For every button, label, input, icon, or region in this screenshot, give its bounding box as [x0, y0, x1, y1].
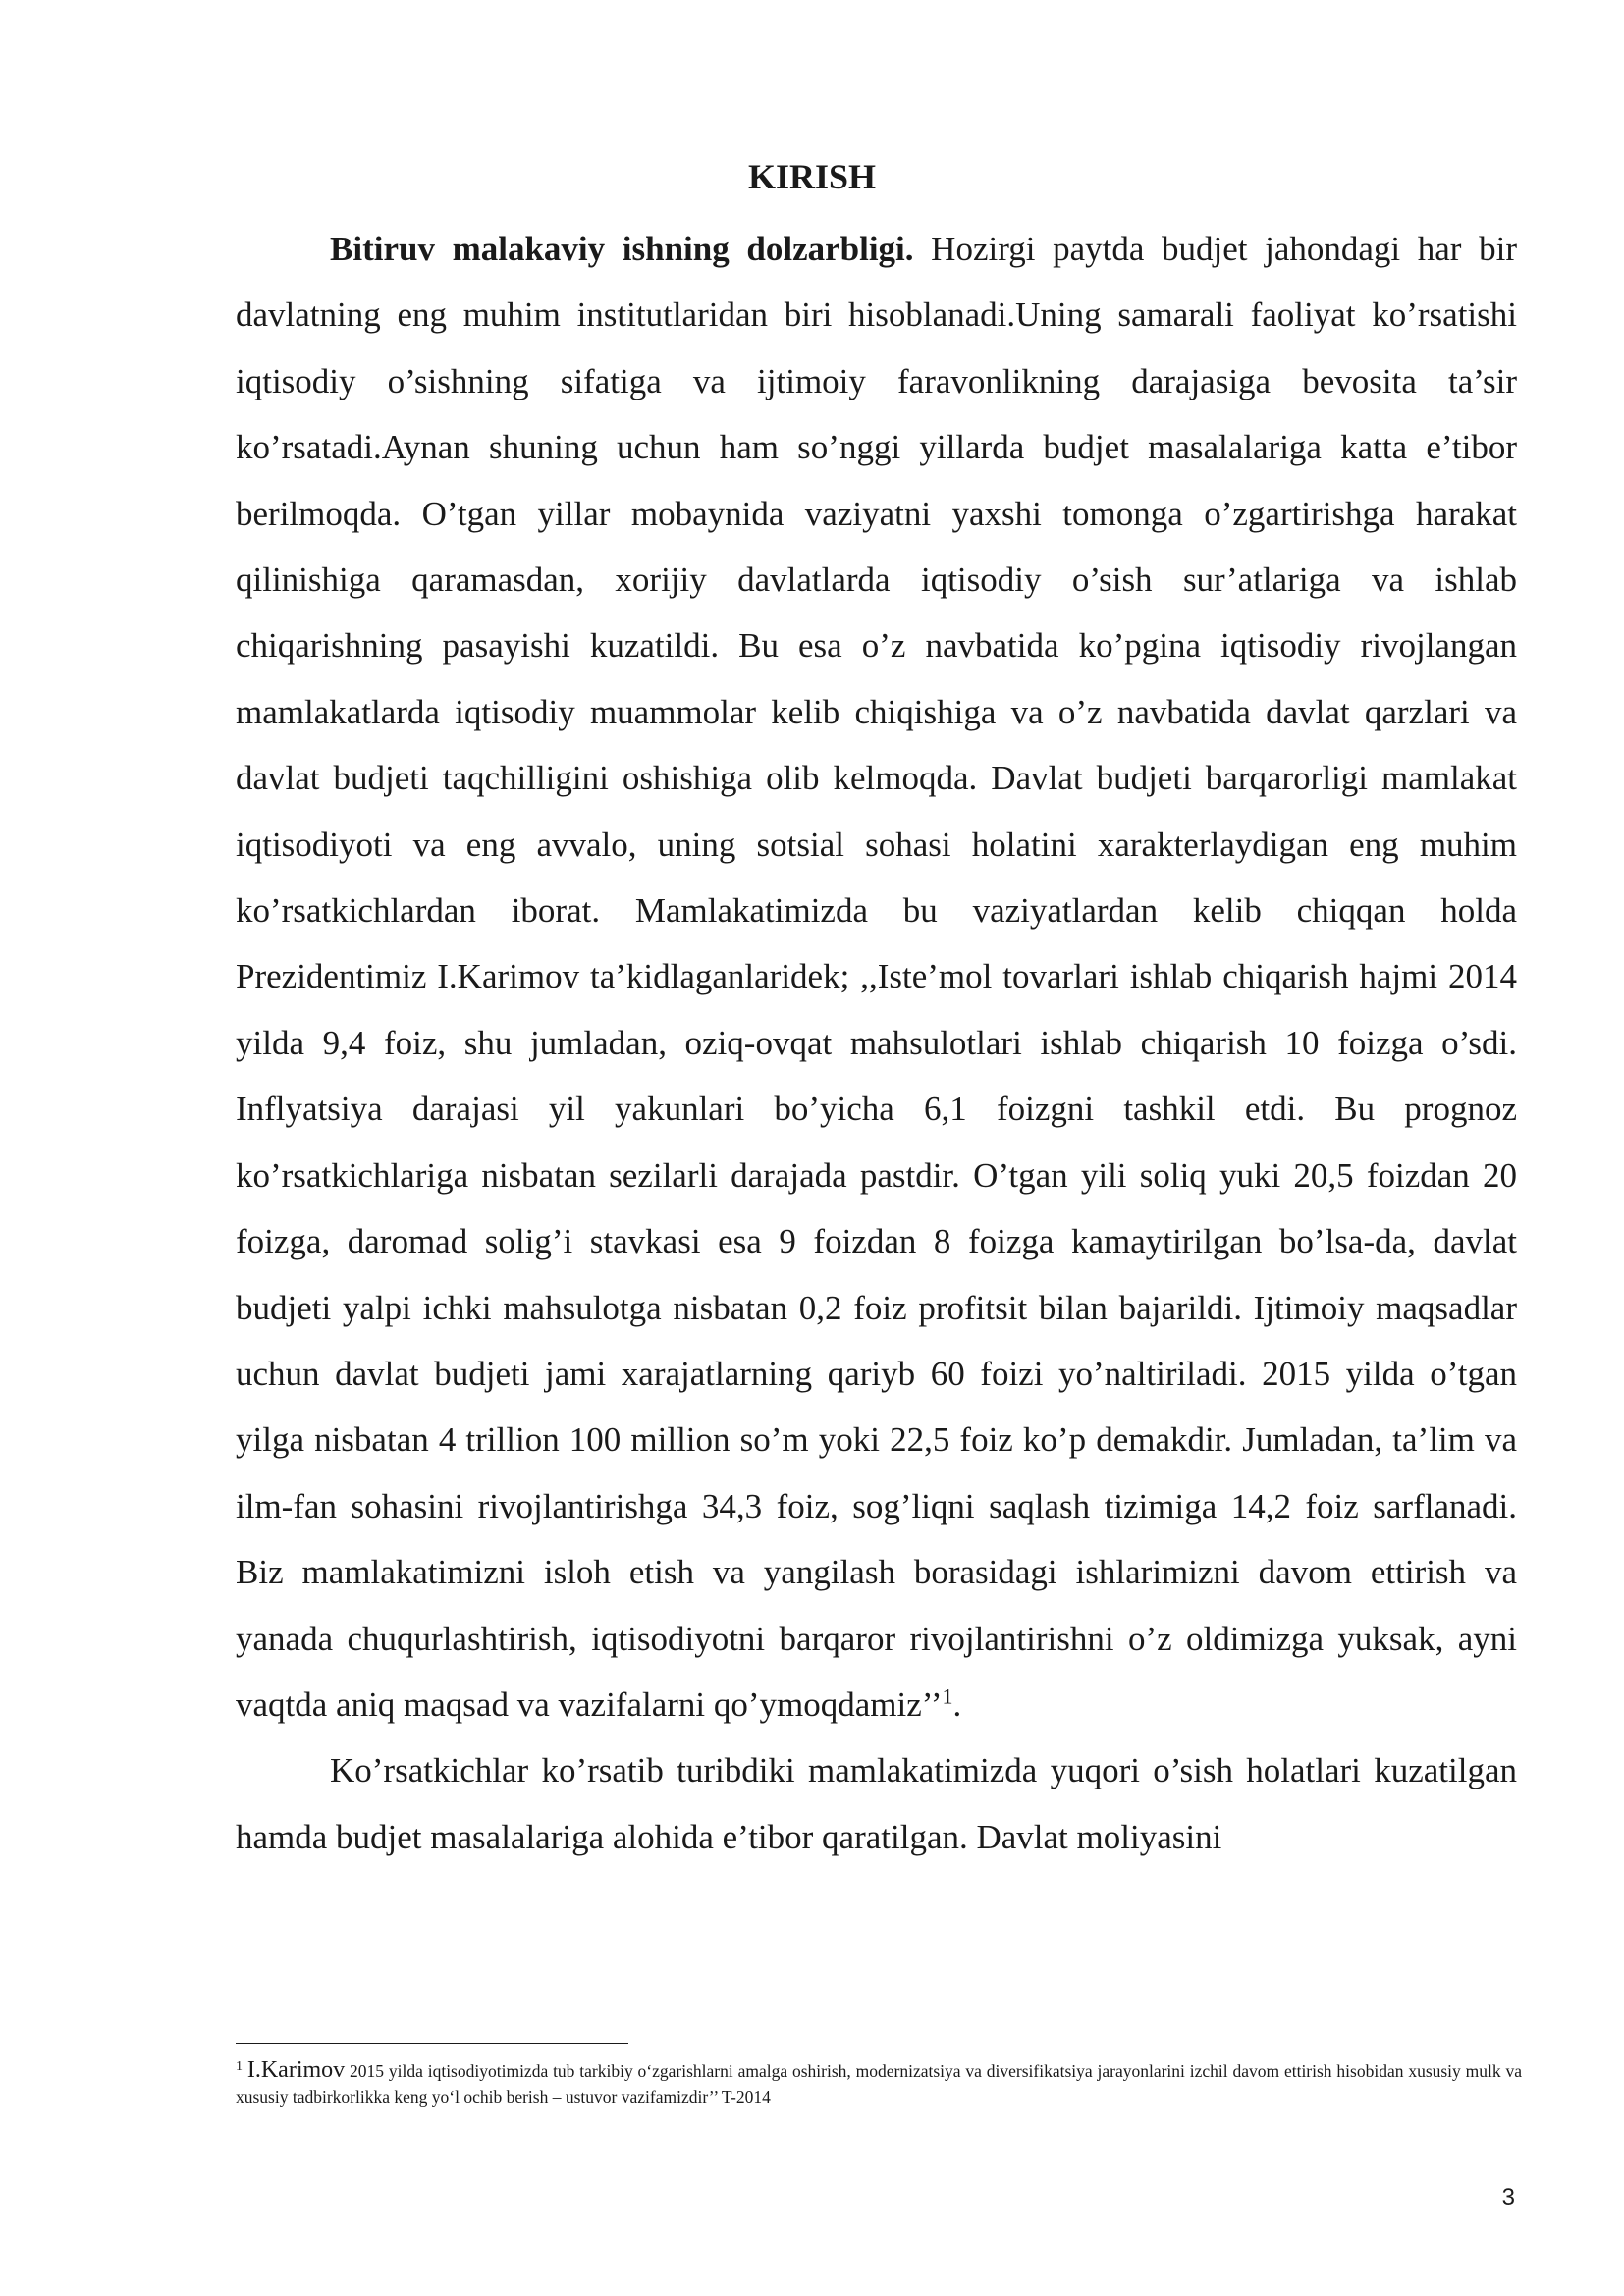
footnote-text: 2015 yilda iqtisodiyotimizda tub tarkibiy o‘zgarishlarni amalga oshirish, modernizatsiya va diversifikatsiya jarayonlarini izchil davom ettirish hisobidan xususiy mulk va xususiy tadbirkorlikka keng yo‘l ochib berish – ustuvor vazifamizdir’’ T-2014 [236, 2061, 1522, 2107]
footnote-mark: 1 [236, 2059, 243, 2075]
paragraph-1-lead: Bitiruv malakaviy ishning dolzarbligi. [330, 230, 914, 268]
paragraph-1 [236, 216, 1517, 1737]
paragraph-1-text: Hozirgi paytda budjet jahondagi har bir davlatning eng muhim institutlaridan biri hisoblanadi.Uning samarali faoliyat ko’rsatishi iqtisodiy o’sishning sifatiga va ijtimoiy faravonlikning darajasiga bevosita ta’sir ko’rsatadi.Aynan shuning uchun ham so’nggi yillarda budjet masalalariga katta e’tibor berilmoqda. O’tgan yillar mobaynida vaziyatni yaxshi tomonga o’zgartirishga harakat qilinishiga qaramasdan, xorijiy davlatlarda iqtisodiy o’sish sur’atlariga va ishlab chiqarishning pasayishi kuzatildi. Bu esa o’z navbatida ko’pgina iqtisodiy rivojlangan mamlakatlarda iqtisodiy muammolar kelib chiqishiga va o’z navbatida davlat qarzlari va davlat budjeti taqchilligini oshishiga olib kelmoqda. Davlat budjeti barqarorligi mamlakat iqtisodiyoti va eng avvalo, uning sotsial sohasi holatini xarakterlaydigan eng muhim ko’rsatkichlardan iborat. Mamlakatimizda bu vaziyatlardan kelib chiqqan holda Prezidentimiz I.Karimov ta’kidlaganlaridek; ,,Iste’mol tovarlari ishlab chiqarish hajmi 2014 yilda 9,4 foiz, shu jumladan, oziq-ovqat mahsulotlari ishlab chiqarish 10 foizga o’sdi. Inflyatsiya darajasi yil yakunlari bo’yicha 6,1 foizgni tashkil etdi. Bu prognoz ko’rsatkichlariga nisbatan sezilarli darajada pastdir. O’tgan yili soliq yuki 20,5 foizdan 20 foizga, daromad solig’i stavkasi esa 9 foizdan 8 foizga kamaytirilgan bo’lsa-da, davlat budjeti yalpi ichki mahsulotga nisbatan 0,2 foiz profitsit bilan bajarildi. Ijtimoiy maqsadlar uchun davlat budjeti jami xarajatlarning qariyb 60 foizi yo’naltiriladi. 2015 yilda o’tgan yilga nisbatan 4 trillion 100 million so’m yoki 22,5 foiz ko’p demakdir. Jumladan, ta’lim va ilm-fan sohasini rivojlantirishga 34,3 foiz, sog’liqni saqlash tizimiga 14,2 foiz sarflanadi. Biz mamlakatimizni isloh etish va yangilash borasidagi ishlarimizni davom ettirish va yanada chuqurlashtirish, iqtisodiyotni barqaror rivojlantirishni o’z oldimizga yuksak, ayni vaqtda aniq maqsad va vazifalarni qo’ymoqdamiz’’ [236, 230, 1517, 1724]
body-text [236, 216, 1517, 1870]
paragraph-1-end: . [952, 1684, 962, 1724]
paragraph-2: Ko’rsatkichlar ko’rsatib turibdiki mamlakatimizda yuqori o’sish holatlari kuzatilgan hamda budjet masalalariga alohida e’tibor qaratilgan. Davlat moliyasini [236, 1751, 1517, 1856]
footnote-separator [236, 2043, 628, 2044]
footnote [236, 2057, 1522, 2109]
footnote-author: I.Karimov [246, 2057, 346, 2083]
footnote-reference[interactable]: 1 [942, 1683, 953, 1709]
page-heading: KIRISH [747, 157, 877, 196]
page-number: 3 [1501, 2184, 1515, 2211]
